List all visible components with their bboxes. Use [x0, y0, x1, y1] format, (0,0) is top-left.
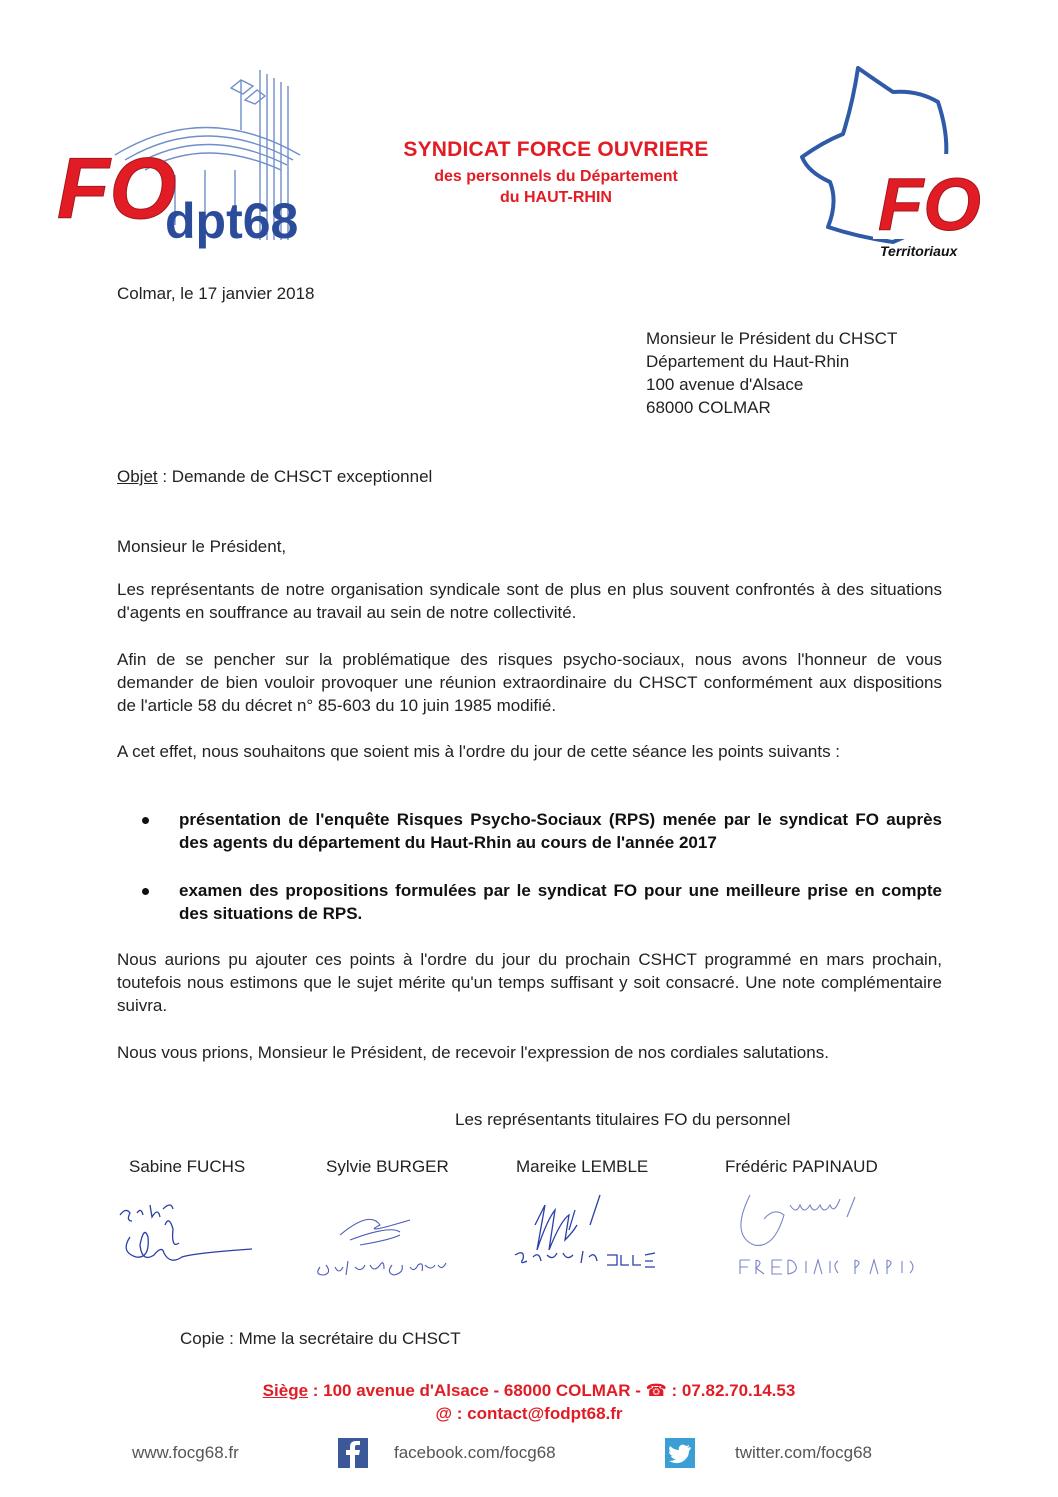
signature-burger — [300, 1185, 460, 1290]
paragraph-4: Nous aurions pu ajouter ces points à l'ordre du jour du prochain CSHCT programmé en mars prochain, toutefois nous estimons que le sujet mérite qu'un temps suffisant y soit consacré. Une note complémentaire suivra. — [117, 950, 942, 1015]
header-title: SYNDICAT FORCE OUVRIERE — [403, 138, 709, 161]
subject-text: : Demande de CHSCT exceptionnel — [157, 467, 433, 486]
subject-label: Objet — [117, 467, 158, 486]
header-subtitle-1: des personnels du Département — [434, 168, 678, 185]
logo-fo-text: FO — [57, 141, 177, 237]
copy-line: Copie : Mme la secrétaire du CHSCT — [180, 1329, 461, 1348]
logo-territoriaux-text: Territoriaux — [880, 243, 958, 259]
paragraph-5: Nous vous prions, Monsieur le Président, de recevoir l'expression de nos cordiales salutations. — [117, 1043, 829, 1062]
header-subtitle-2: du HAUT-RHIN — [500, 189, 612, 206]
fo-dpt68-logo — [55, 60, 320, 250]
facebook-link[interactable]: facebook.com/focg68 — [394, 1443, 556, 1462]
header-title-block — [330, 138, 782, 208]
salutation: Monsieur le Président, — [117, 537, 287, 556]
recipient-address — [646, 327, 897, 419]
twitter-link[interactable]: twitter.com/focg68 — [735, 1443, 873, 1462]
list-item-text: examen des propositions formulées par le syndicat FO pour une meilleure prise en compte des situations de RPS. — [179, 881, 942, 923]
bullet-icon — [142, 817, 149, 824]
recipient-line: 68000 COLMAR — [646, 398, 771, 417]
website-link[interactable]: www.focg68.fr — [132, 1443, 239, 1462]
signature-caption: Les représentants titulaires FO du personnel — [455, 1110, 791, 1129]
signer-name: Sabine FUCHS — [129, 1157, 246, 1176]
logo-fo-text: FO — [878, 163, 981, 246]
signature-fuchs — [105, 1185, 265, 1280]
twitter-icon[interactable] — [665, 1438, 695, 1468]
footer-address — [0, 1380, 1058, 1402]
signer-name: Frédéric PAPINAUD — [725, 1157, 878, 1176]
recipient-line: 100 avenue d'Alsace — [646, 375, 804, 394]
siege-label: Siège — [262, 1381, 309, 1400]
signature-papinaud — [730, 1185, 920, 1285]
paragraph-2: Afin de se pencher sur la problématique des risques psycho-sociaux, nous avons l'honneur de vous demander de bien vouloir provoquer une réunion extraordinaire du CHSCT conformément aux dispositions de l'article 58 du décret n° 85-603 du 10 juin 1985 modifié. — [117, 650, 942, 715]
bullet-icon — [142, 888, 149, 895]
paragraph-3: A cet effet, nous souhaitons que soient mis à l'ordre du jour de cette séance les points suivants : — [117, 742, 841, 761]
logo-dpt68-text: dpt68 — [165, 193, 299, 249]
paragraph-1: Les représentants de notre organisation syndicale sont de plus en plus souvent confrontés à des situations d'agents en souffrance au travail au sein de notre collectivité. — [117, 580, 942, 622]
subject-line — [117, 465, 432, 488]
signer-name: Mareike LEMBLE — [516, 1157, 649, 1176]
list-item-text: présentation de l'enquête Risques Psycho-Sociaux (RPS) menée par le syndicat FO auprès des agents du département du Haut-Rhin au cours de l'année 2017 — [179, 810, 942, 852]
fo-territoriaux-logo — [798, 62, 983, 282]
facebook-icon[interactable] — [338, 1438, 368, 1468]
recipient-line: Département du Haut-Rhin — [646, 352, 850, 371]
recipient-line: Monsieur le Président du CHSCT — [646, 329, 898, 348]
signature-lemble — [505, 1185, 675, 1285]
footer-email[interactable]: @ : contact@fodpt68.fr — [435, 1404, 623, 1423]
siege-text: : 100 avenue d'Alsace - 68000 COLMAR - ☎ : 07.82.70.14.53 — [308, 1381, 796, 1400]
letter-date: Colmar, le 17 janvier 2018 — [117, 284, 315, 303]
signer-name: Sylvie BURGER — [326, 1157, 449, 1176]
